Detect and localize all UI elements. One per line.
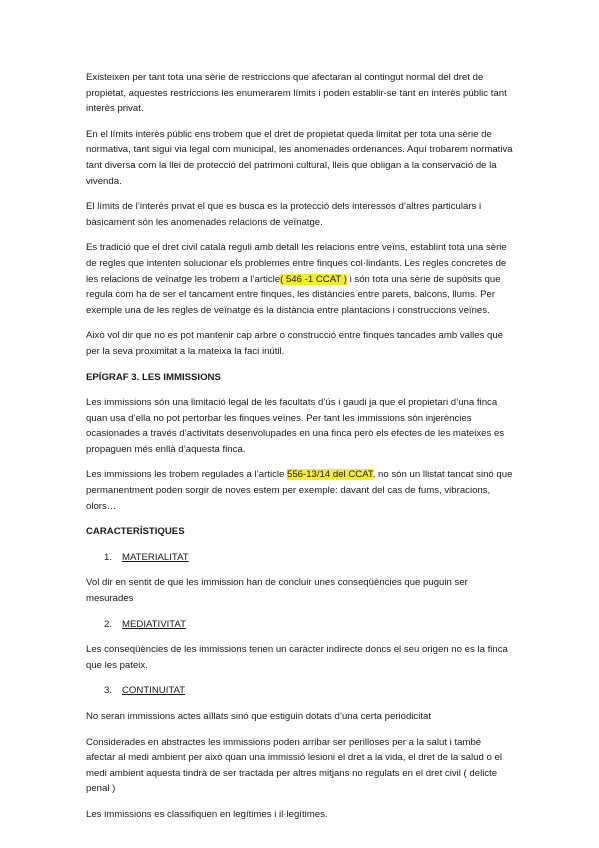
list-item-label: CONTINUITAT [122, 685, 186, 697]
paragraph-trees-constructions: Això vol dir que no es pot mantenir cap arbre o construcció entre finques tancades amb valles que per la seva proximitat a la mateixa la faci inútil. [86, 330, 504, 357]
paragraph-text: Es tradició que el dret civil català reguli amb detall les relacions entre veïns, establint tota una sèrie de regles que intenten solucionar els problemes entre finques col·lindants. Les regles concretes de les relacions de veïnatge les trobem a l’article [86, 242, 507, 285]
paragraph-text: i són tota una sèrie de supòsits que regula com ha de ser el tancament entre finques, les distàncies entre parets, balcons, llums. Per exemple una de les regles de veïnatge és la distància entre plantacions i construccions veïnes. [86, 273, 501, 316]
paragraph-public-interest: En el límits interès públic ens trobem que el dret de propietat queda limitat per tota una sèrie de normativa, tant sigui via legal com municipal, les anomenades ordenances. Aquí trobarem normativa tant diversa com la llei de protecció del patrimoni cultural, lleis que obligan a la conservació de la vivenda. [86, 128, 513, 187]
paragraph-mediativity: Les conseqüències de les immissions tenen un caràcter indirecte doncs el seu origen no es la finca que les pateix. [86, 644, 508, 671]
paragraph-classification: Les immissions es classifiquen en legítimes i il·legítimes. [86, 808, 328, 820]
highlighted-article-reference: 556-13/14 del CCAT [287, 469, 373, 481]
list-item-mediativity [104, 617, 513, 633]
paragraph-text: , no són un llistat tancat sinó que permanentment poden sorgir de noves estem per exemple: davant del cas de fums, vibracions, olors… [86, 469, 513, 512]
paragraph-immissions-regulation [86, 467, 513, 514]
section-heading-immissions: EPÍGRAF 3. LES IMMISSIONS [86, 371, 221, 383]
paragraph-catalan-civil-law [86, 240, 513, 318]
list-item-number: 1. [104, 551, 113, 563]
list-item-number: 3. [104, 685, 113, 697]
section-heading-characteristics: CARACTERÍSTIQUES [86, 526, 185, 538]
paragraph-text: Les immissions les trobem regulades a l’article [86, 469, 288, 481]
list-item-materiality [104, 550, 513, 566]
paragraph-immissions-definition: Les immissions són una limitació legal de les facultats d’ús i gaudi ja que el propietari d’una finca quan usa d’ella no pot pertorbar les finques veïnes. Per tant les immissions són injerències ocasionades a través d’activitats desenvolupades en una finca però els efectes de les mateixes es propaguen més enllà d’aquesta finca. [86, 397, 505, 455]
list-item-label: MATERIALITAT [122, 551, 189, 563]
list-item-number: 2. [104, 618, 113, 630]
highlighted-article-reference: ( 546 -1 CCAT ) [280, 273, 347, 285]
paragraph-restrictions: Existeixen per tant tota una sèrie de restriccions que afectaran al contingut normal del dret de propietat, aquestes restriccions les enumerarem límits i poden establir-se tant en interès públic tant interès privat. [86, 72, 507, 115]
paragraph-materiality: Vol dir en sentit de que les immission han de concluir unes conseqüències que puguin ser mesurades [86, 577, 468, 605]
paragraph-health-environment: Considerades en abstractes les immissions poden arribar ser perilloses per a la salut i també afectar al medi ambient per això quan una immissió lesioni el dret a la vida, el dret de la salud o el medi ambient aquesta tindrà de ser tractada per altres mitjans no regulats en el dret civil ( delicte penal ) [86, 736, 502, 795]
paragraph-private-interest: El límits de l’interès privat el que es busca es la protecció dels interessos d’altres particulars i bàsicament són les anomenades relacions de veïnatge. [86, 201, 482, 228]
list-item-continuity [104, 683, 513, 699]
paragraph-continuity: No seran immissions actes aïllats sinó que estiguin dotats d’una certa periodicitat [86, 711, 432, 722]
list-item-label: MEDIATIVITAT [122, 618, 186, 630]
